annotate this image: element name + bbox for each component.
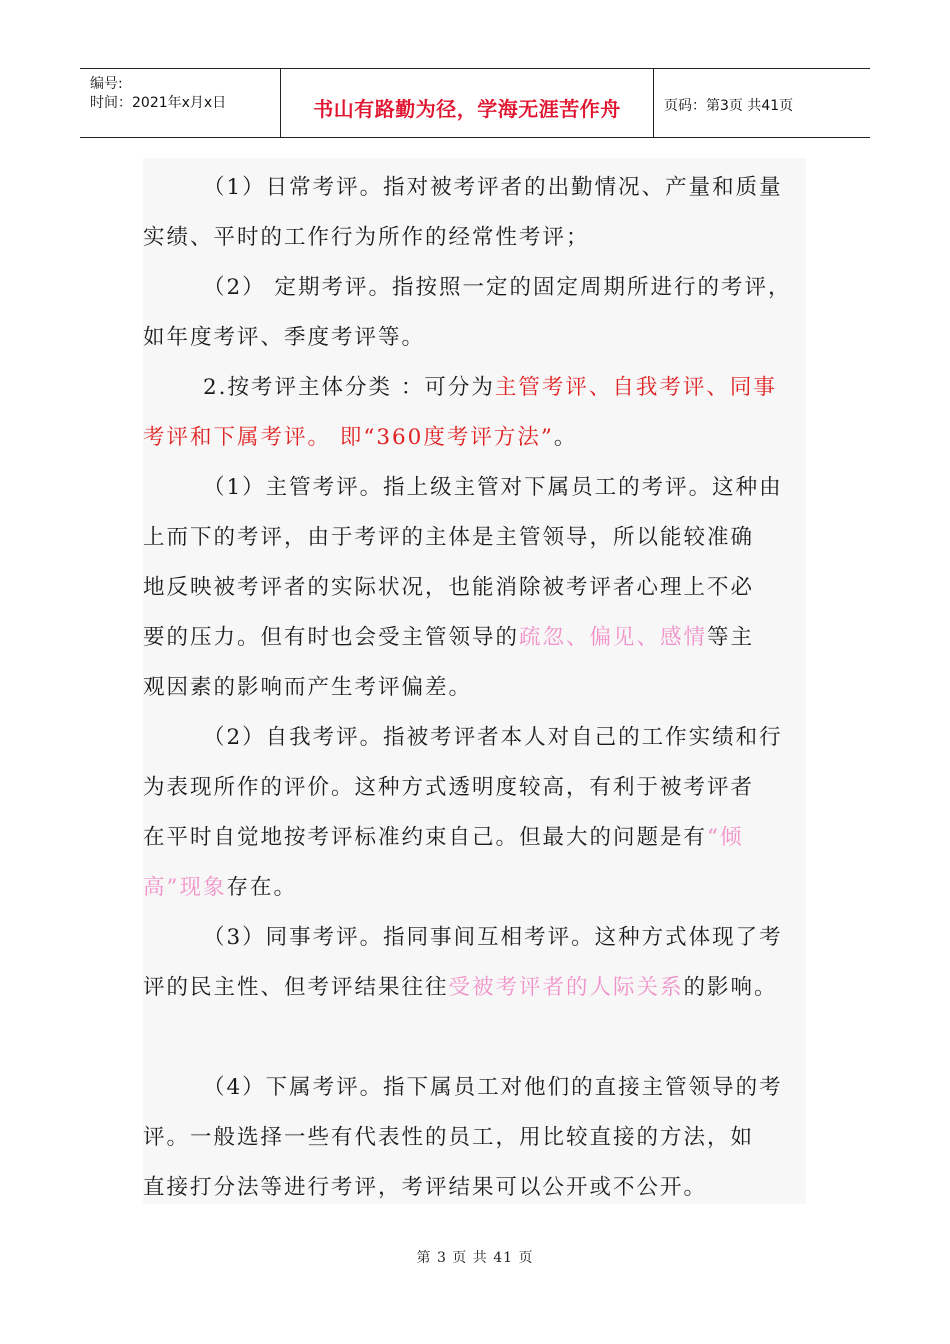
header-left-cell (80, 69, 281, 137)
highlight-pink: 受被考评者的人际关系 (448, 975, 684, 1000)
text-line: 实绩、平时的工作行为所作的经常性考评； (143, 225, 590, 250)
highlight-pink: 高”现象 (143, 875, 227, 900)
highlight-pink: 疏忽、偏见、感情 (519, 625, 708, 650)
motto: 书山有路勤为径，学海无涯苦作舟 (313, 97, 621, 121)
text-run: 要的压力。但有时也会受主管领导的 (143, 625, 520, 650)
text-line: （1）日常考评。指对被考评者的出勤情况、产量和质量 (203, 175, 783, 200)
text-line: 直接打分法等进行考评，考评结果可以公开或不公开。 (143, 1175, 708, 1200)
text-line: 观因素的影响而产生考评偏差。 (143, 675, 473, 700)
text-run: 存在。 (226, 875, 298, 900)
text-line (143, 970, 778, 1001)
text-run: 的影响。 (683, 975, 778, 1000)
text-line: （2） 定期考评。指按照一定的固定周期所进行的考评， (203, 275, 792, 300)
text-run: 2.按考评主体分类 ：可分为 (203, 375, 495, 400)
text-line (143, 620, 754, 651)
text-line: 为表现所作的评价。这种方式透明度较高，有利于被考评者 (143, 775, 755, 800)
document-body (143, 158, 806, 1204)
text-line: （1）主管考评。指上级主管对下属员工的考评。这种由 (203, 475, 783, 500)
highlight-red: 考评和下属考评。 即“360度考评方法” (143, 425, 554, 450)
text-line (143, 420, 577, 451)
text-line: （3）同事考评。指同事间互相考评。这种方式体现了考 (203, 925, 783, 950)
time-label: 时间：2021年x月x日 (90, 95, 227, 111)
text-run: 等主 (707, 625, 755, 650)
text-line: 上而下的考评，由于考评的主体是主管领导，所以能较准确 (143, 525, 755, 550)
header-table (80, 68, 870, 138)
page-footer: 第 3 页 共 41 页 (416, 1250, 534, 1266)
text-run: 评的民主性、但考评结果往往 (143, 975, 449, 1000)
highlight-red: 主管考评、自我考评、同事 (494, 375, 777, 400)
text-line: （2）自我考评。指被考评者本人对自己的工作实绩和行 (203, 725, 783, 750)
text-line: 如年度考评、季度考评等。 (143, 325, 426, 350)
text-line: 评。一般选择一些有代表性的员工，用比较直接的方法，如 (143, 1125, 755, 1150)
header-right-cell (654, 69, 870, 137)
number-label: 编号: (90, 76, 123, 92)
text-line (143, 820, 744, 851)
text-line (143, 870, 297, 901)
highlight-pink: “倾 (707, 825, 744, 850)
page-info: 页码：第3页 共41页 (664, 98, 794, 114)
text-line: （4）下属考评。指下属员工对他们的直接主管领导的考 (203, 1075, 783, 1100)
text-run: 。 (553, 425, 578, 450)
text-line (203, 370, 777, 401)
header-motto-cell (281, 69, 654, 137)
text-run: 在平时自觉地按考评标准约束自己。但最大的问题是有 (143, 825, 708, 850)
text-line: 地反映被考评者的实际状况，也能消除被考评者心理上不必 (143, 575, 755, 600)
